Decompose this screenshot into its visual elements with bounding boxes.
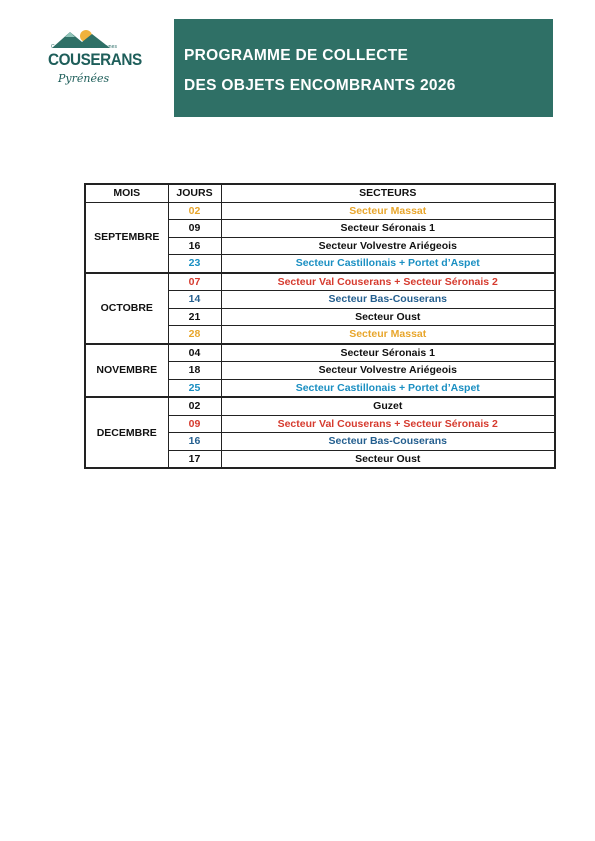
sector-cell: Secteur Massat bbox=[221, 326, 555, 344]
header-mois: MOIS bbox=[85, 184, 168, 202]
month-cell: NOVEMBRE bbox=[85, 344, 168, 398]
day-cell: 02 bbox=[168, 202, 221, 220]
day-cell: 25 bbox=[168, 379, 221, 397]
day-cell: 07 bbox=[168, 273, 221, 291]
logo-main-text: COUSERANS bbox=[48, 50, 142, 69]
sector-cell: Secteur Bas-Couserans bbox=[221, 433, 555, 451]
sector-cell: Secteur Castillonais + Portet d’Aspet bbox=[221, 379, 555, 397]
day-cell: 23 bbox=[168, 255, 221, 273]
header-jours: JOURS bbox=[168, 184, 221, 202]
sector-cell: Secteur Séronais 1 bbox=[221, 344, 555, 362]
table-row bbox=[85, 397, 555, 415]
table-row bbox=[85, 273, 555, 291]
collection-schedule-table bbox=[84, 183, 556, 469]
sector-cell: Secteur Séronais 1 bbox=[221, 220, 555, 238]
day-cell: 17 bbox=[168, 450, 221, 468]
schedule-body bbox=[85, 202, 555, 468]
header-secteurs: SECTEURS bbox=[221, 184, 555, 202]
sector-cell: Secteur Val Couserans + Secteur Séronais 2 bbox=[221, 415, 555, 433]
day-cell: 18 bbox=[168, 362, 221, 380]
day-cell: 21 bbox=[168, 308, 221, 326]
sector-cell: Secteur Val Couserans + Secteur Séronais 2 bbox=[221, 273, 555, 291]
sector-cell: Secteur Oust bbox=[221, 450, 555, 468]
sector-cell: Secteur Volvestre Ariégeois bbox=[221, 362, 555, 380]
title-line-1: PROGRAMME DE COLLECTE bbox=[184, 47, 409, 64]
month-cell: OCTOBRE bbox=[85, 273, 168, 344]
sector-cell: Secteur Castillonais + Portet d’Aspet bbox=[221, 255, 555, 273]
day-cell: 02 bbox=[168, 397, 221, 415]
day-cell: 28 bbox=[168, 326, 221, 344]
day-cell: 16 bbox=[168, 237, 221, 255]
title-banner bbox=[174, 19, 553, 117]
day-cell: 04 bbox=[168, 344, 221, 362]
day-cell: 09 bbox=[168, 415, 221, 433]
month-cell: DECEMBRE bbox=[85, 397, 168, 468]
logo-small-text: Communauté de Communes bbox=[50, 44, 118, 50]
table-header-row bbox=[85, 184, 555, 202]
sector-cell: Guzet bbox=[221, 397, 555, 415]
month-cell: SEPTEMBRE bbox=[85, 202, 168, 273]
sector-cell: Secteur Massat bbox=[221, 202, 555, 220]
table-row bbox=[85, 344, 555, 362]
day-cell: 16 bbox=[168, 433, 221, 451]
day-cell: 09 bbox=[168, 220, 221, 238]
couserans-logo bbox=[44, 26, 142, 98]
table-row bbox=[85, 202, 555, 220]
logo-script-text: Pyrénées bbox=[58, 72, 110, 85]
sector-cell: Secteur Oust bbox=[221, 308, 555, 326]
title-line-2: DES OBJETS ENCOMBRANTS 2026 bbox=[184, 77, 456, 94]
day-cell: 14 bbox=[168, 291, 221, 309]
sector-cell: Secteur Volvestre Ariégeois bbox=[221, 237, 555, 255]
sector-cell: Secteur Bas-Couserans bbox=[221, 291, 555, 309]
